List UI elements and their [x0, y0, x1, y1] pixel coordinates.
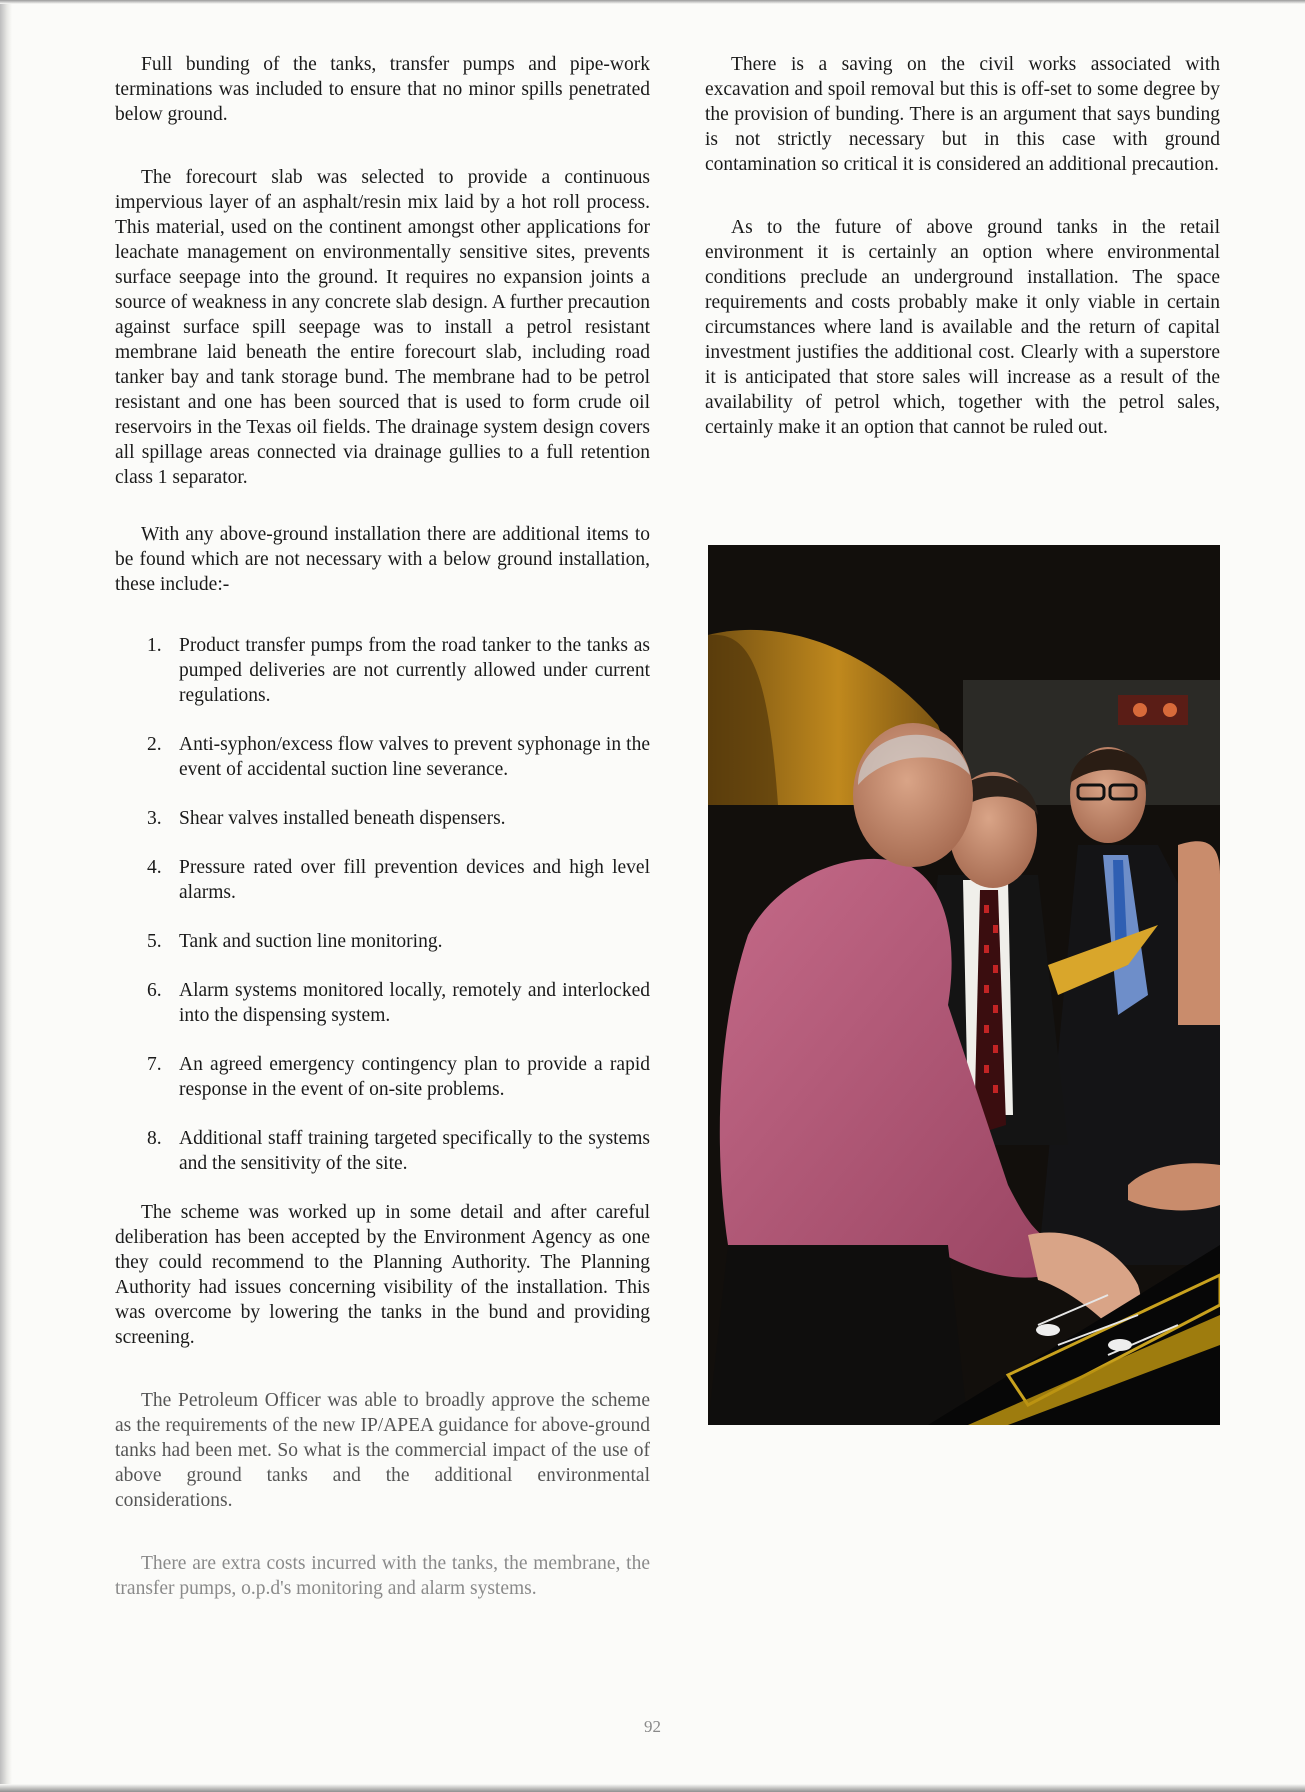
requirements-list [115, 633, 650, 1176]
edge-man-face [1178, 841, 1220, 1025]
paragraph-above-ground-items: With any above-ground installation there are additional items to be found which are not necessary with a below ground installation, these include:- [115, 524, 650, 595]
list-item [115, 855, 650, 905]
paragraph-scheme-accepted: The scheme was worked up in some detail and after careful deliberation has been accepted by the Environment Agency as one they could recommend to the Planning Authority. The Planning Authority had issues concerning visibility of the installation. This was overcome by lowering the tanks in the bund and providing screening. [115, 1202, 650, 1348]
scan-edge-top [0, 0, 1305, 4]
list-item-text: Tank and suction line monitoring. [179, 931, 443, 952]
list-item-text: Additional staff training targeted specifically to the systems and the sensitivity of the site. [179, 1128, 650, 1174]
list-item-number: 2. [147, 734, 162, 755]
list-item [115, 929, 650, 954]
wall-sign [1118, 695, 1188, 725]
paragraph-petroleum-officer: The Petroleum Officer was able to broadly approve the scheme as the requirements of the new IP/APEA guidance for above-ground tanks had been met. So what is the commercial impact of the use of above ground tanks and the additional environmental considerations. [115, 1390, 650, 1511]
list-item-number: 7. [147, 1054, 162, 1075]
chip [1036, 1324, 1060, 1336]
list-item [115, 806, 650, 831]
list-item-number: 1. [147, 635, 162, 656]
paragraph-extra-costs: There are extra costs incurred with the tanks, the membrane, the transfer pumps, o.p.d's monitoring and alarm systems. [115, 1553, 650, 1599]
list-item-number: 3. [147, 808, 162, 829]
paragraph-bunding: Full bunding of the tanks, transfer pumps and pipe-work terminations was included to ensure that no minor spills penetrated below ground. [115, 54, 650, 125]
scan-edge-bottom [0, 1784, 1305, 1792]
list-item-text: Shear valves installed beneath dispensers. [179, 808, 506, 829]
sign-mark [1163, 703, 1177, 717]
list-item [115, 1052, 650, 1102]
list-item-text: An agreed emergency contingency plan to provide a rapid response in the event of on-site problems. [179, 1054, 650, 1100]
paragraph-future-of-tanks: As to the future of above ground tanks in the retail environment it is certainly an option where environmental conditions preclude an underground installation. The space requirements and costs probably make it only viable in certain circumstances where land is available and the return of capital investment justifies the additional cost. Clearly with a superstore it is anticipated that store sales will increase as a result of the availability of petrol which, together with the petrol sales, certainly make it an option that cannot be ruled out. [705, 217, 1220, 438]
right-column [705, 52, 1220, 440]
left-column [115, 52, 650, 1601]
list-item-number: 5. [147, 931, 162, 952]
sign-mark [1133, 703, 1147, 717]
list-item [115, 978, 650, 1028]
list-item [115, 1126, 650, 1176]
list-item-text: Alarm systems monitored locally, remotely and interlocked into the dispensing system. [179, 980, 650, 1026]
list-item [115, 633, 650, 708]
chip [1108, 1339, 1132, 1351]
list-item-text: Pressure rated over fill prevention devices and high level alarms. [179, 857, 650, 903]
paragraph-forecourt-slab: The forecourt slab was selected to provide a continuous impervious layer of an asphalt/resin mix laid by a hot roll process. This material, used on the continent amongst other applications for leachate management on environmentally sensitive sites, prevents surface seepage into the ground. It requires no expansion joints a source of weakness in any concrete slab design. A further precaution against surface spill seepage was to install a petrol resistant membrane laid beneath the entire forecourt slab, including road tanker bay and tank storage bund. The membrane had to be petrol resistant and one has been sourced that is used to form crude oil reservoirs in the Texas oil fields. The drainage system design covers all spillage areas connected via drainage gullies to a full retention class 1 separator. [115, 167, 650, 488]
scan-edge-left [0, 0, 12, 1792]
event-photograph [708, 545, 1220, 1425]
dark-lower-area [708, 1245, 968, 1425]
paragraph-civil-works-saving: There is a saving on the civil works associated with excavation and spoil removal but this is off-set to some degree by the provision of bunding. There is an argument that says bunding is not strictly necessary but in this case with ground contamination so critical it is considered an additional precaution. [705, 54, 1220, 175]
list-item-text: Anti-syphon/excess flow valves to prevent syphonage in the event of accidental suction line severance. [179, 734, 650, 780]
list-item-text: Product transfer pumps from the road tanker to the tanks as pumped deliveries are not currently allowed under current regulations. [179, 635, 650, 706]
list-item-number: 6. [147, 980, 162, 1001]
list-item [115, 732, 650, 782]
list-item-number: 4. [147, 857, 162, 878]
list-item-number: 8. [147, 1128, 162, 1149]
page-number: 92 [644, 1717, 661, 1736]
